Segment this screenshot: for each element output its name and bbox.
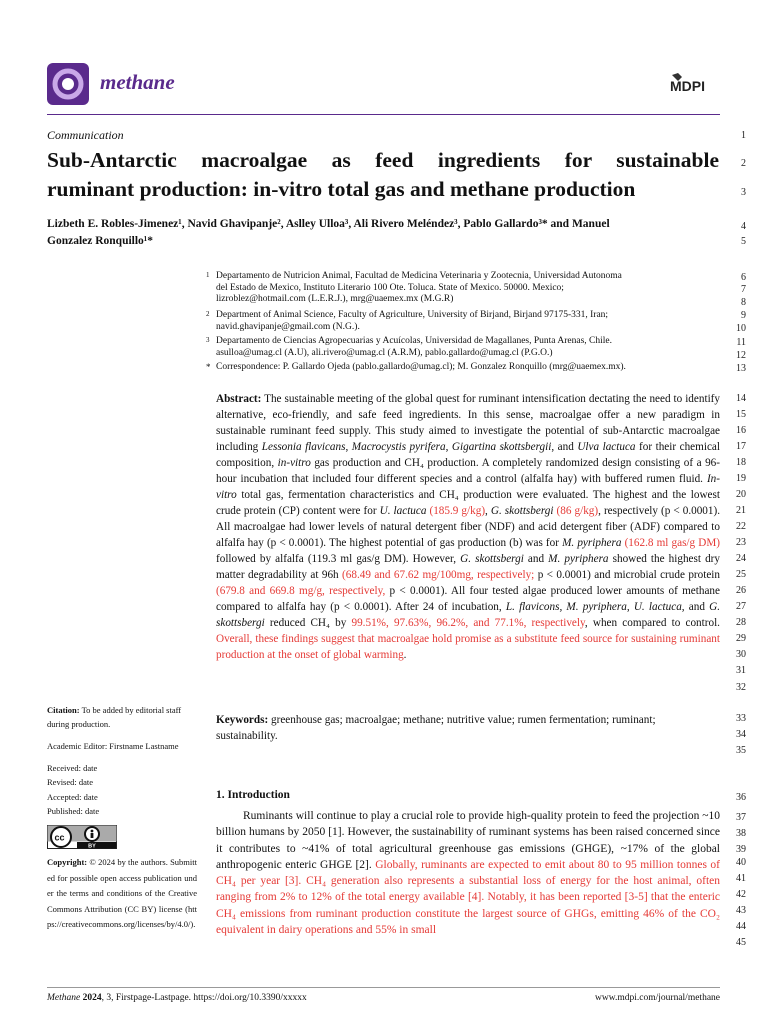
line-number: 5	[741, 236, 746, 247]
methane-logo-icon	[47, 63, 89, 105]
line-number: 44	[736, 921, 746, 932]
line-number: 1	[741, 130, 746, 141]
line-number: 26	[736, 585, 746, 596]
line-number: 37	[736, 812, 746, 823]
line-number: 14	[736, 393, 746, 404]
line-number: 9	[741, 310, 746, 321]
received-date: Received: date	[47, 763, 98, 773]
journal-name: methane	[100, 70, 175, 94]
copyright-note: Copyright: © 2024 by the authors. Submitted for possible open access publication under the terms and conditions of the Creative Commons Attribution (CC BY) license (https://creativecommons.org/licenses/by/4.0/).	[47, 857, 197, 930]
line-number: 36	[736, 792, 746, 803]
line-number: 18	[736, 457, 746, 468]
article-title-line2: ruminant production: in-vitro total gas and methane production	[47, 177, 636, 201]
mdpi-logo-icon	[668, 72, 720, 94]
keywords: Keywords: greenhouse gas; macroalgae; methane; nutritive value; rumen fermentation; ruminant; sustainability.	[216, 714, 656, 742]
cc-by-license-icon[interactable]	[47, 825, 117, 849]
line-number: 42	[736, 889, 746, 900]
affiliation-3: 3 Departamento de Ciencias Agropecuarias y Acuícolas, Universidad de Magallanes, Punta Arenas, Chile. asulloa@umag.cl (A.U), ali.rivero@umag.cl (A.R.M), pablo.gallardo@umag.cl (P.G.O.)	[206, 336, 612, 358]
footer-rule	[47, 987, 720, 988]
affiliation-1: 1 Departamento de Nutricion Animal, Facultad de Medicina Veterinaria y Zootecnia, Universidad Autonoma del Estado de Mexico, Instituto Literario 100 Ote. Toluca. State of Mexico. 50000. Mexico; lizroblez@hotmail.com (L.E.R.J.), mrg@uaemex.mx (M.G.R)	[206, 271, 622, 304]
line-number: 23	[736, 537, 746, 548]
line-number: 13	[736, 363, 746, 374]
line-number: 31	[736, 665, 746, 676]
footer-journal-url[interactable]: www.mdpi.com/journal/methane	[595, 993, 720, 1003]
line-number: 39	[736, 844, 746, 855]
line-number: 15	[736, 409, 746, 420]
authors-line2: Gonzalez Ronquillo¹*	[47, 235, 153, 247]
line-number: 43	[736, 905, 746, 916]
line-number: 7	[741, 284, 746, 295]
abstract: Abstract: The sustainable meeting of the global quest for ruminant intensification dectating the need to identify alternative, eco-friendly, and safe feed ingredients. In this sense, macroalgae offer a new paradigm in sustainable ruminant feed supply. This study aimed to investigate the potential of sub-Antarctic macroalgae including Lessonia flavicans, Macrocystis pyrifera, Gigartina skottsbergii, and Ulva lactuca for their chemical composition, in-vitro gas production and CH₄ production. A completely randomized design consisting of a 96-hour incubation that included four different species and a control (alfalfa hay) with buffered rumen fluid. In-vitro total gas, fermentation characteristics and CH₄ production were evaluated. The highest and the lowest crude protein (CP) content were for U. lactuca (185.9 g/kg), G. skottsbergi (86 g/kg), respectively (p < 0.0001). All macroalgae had lower levels of natural detergent fiber (NDF) and acid detergent fiber (ADF) compared to alfalfa hay (p < 0.0001). The highest potential of gas production (b) was for M. pyriphera (162.8 ml gas/g DM) followed by alfalfa (119.3 ml gas/g DM). However, G. skottsbergi and M. pyriphera showed the highest dry matter degradability at 96h (68.49 and 67.62 mg/100mg, respectively; p < 0.0001) and microbial crude protein (679.8 and 669.8 mg/g, respectively, p < 0.0001). All four tested algae produced lower amounts of methane compared to alfalfa hay (p < 0.0001). After 24 of incubation, L. flavicons, M. pyriphera, U. lactuca, and G. skottsbergi reduced CH₄ by 99.51%, 97.63%, 96.2%, and 77.1%, respectively, when compared to control. Overall, these findings suggest that macroalgae hold promise as a substitute feed source for sustaining ruminant production at the onset of global warming.	[216, 393, 721, 661]
svg-text:BY: BY	[88, 843, 96, 849]
line-number: 6	[741, 272, 746, 283]
line-number: 40	[736, 857, 746, 868]
line-number: 34	[736, 729, 746, 740]
line-number: 27	[736, 601, 746, 612]
line-number: 41	[736, 873, 746, 884]
citation-note: Citation: To be added by editorial staff during production.	[47, 705, 182, 729]
correspondence: * Correspondence: P. Gallardo Ojeda (pablo.gallardo@umag.cl); M. Gonzalez Ronquillo (mrg@uaemex.mx).	[206, 362, 626, 372]
svg-text:cc: cc	[54, 832, 65, 843]
line-number: 10	[736, 323, 746, 334]
svg-text:MDPI: MDPI	[670, 78, 705, 94]
line-number: 17	[736, 441, 746, 452]
accepted-date: Accepted: date	[47, 792, 98, 802]
line-number: 32	[736, 682, 746, 693]
published-date: Published: date	[47, 806, 100, 816]
line-number: 21	[736, 505, 746, 516]
article-type: Communication	[47, 128, 124, 142]
line-number: 29	[736, 633, 746, 644]
header-rule	[47, 114, 720, 115]
line-number: 3	[741, 187, 746, 198]
line-number: 19	[736, 473, 746, 484]
line-number: 33	[736, 713, 746, 724]
affiliation-2: 2 Department of Animal Science, Faculty of Agriculture, University of Birjand, Birjand 97175-331, Iran; navid.ghavipanje@gmail.com (N.G.).	[206, 310, 609, 332]
line-number: 30	[736, 649, 746, 660]
article-title-line1: Sub-Antarctic macroalgae as feed ingredients for sustainable	[47, 148, 719, 172]
line-number: 20	[736, 489, 746, 500]
line-number: 16	[736, 425, 746, 436]
line-number: 45	[736, 937, 746, 948]
line-number: 25	[736, 569, 746, 580]
line-number: 38	[736, 828, 746, 839]
footer-citation: Methane 2024, 3, Firstpage-Lastpage. https://doi.org/10.3390/xxxxx	[47, 993, 307, 1003]
introduction-paragraph: Ruminants will continue to play a crucial role to provide high-quality protein to feed the projection ~10 billion humans by 2050 [1]. However, the sustainability of ruminant systems has been raised concerned since it contributes to ~41% of total agricultural greenhouse gas emissions (GHGE), ~17% of the global anthropogenic enteric GHGE [2]. Globally, ruminants are expected to emit about 80 to 95 million tonnes of CH₄ per year [3]. CH₄ generation also represents a substantial loss of energy for the host animal, often ranging from 2% to 12% of the total energy available [4]. Notably, it has been reported [3-5] that the enteric CH₄ emissions from ruminant production constitute the largest source of GHGs, emitting 46% of the CO₂ equivalent in dairy operations and 55% in small	[216, 810, 720, 937]
line-number: 28	[736, 617, 746, 628]
academic-editor: Academic Editor: Firstname Lastname	[47, 741, 179, 751]
authors-line1: Lizbeth E. Robles-Jimenez¹, Navid Ghavipanje², Aslley Ulloa³, Ali Rivero Meléndez³, Pablo Gallardo³* and Manuel	[47, 218, 610, 230]
line-number: 4	[741, 221, 746, 232]
line-number: 8	[741, 297, 746, 308]
line-number: 11	[736, 337, 746, 348]
revised-date: Revised: date	[47, 777, 94, 787]
line-number: 2	[741, 158, 746, 169]
line-number: 12	[736, 350, 746, 361]
line-number: 24	[736, 553, 746, 564]
line-number: 22	[736, 521, 746, 532]
line-number: 35	[736, 745, 746, 756]
section-heading-introduction: 1. Introduction	[216, 789, 290, 801]
